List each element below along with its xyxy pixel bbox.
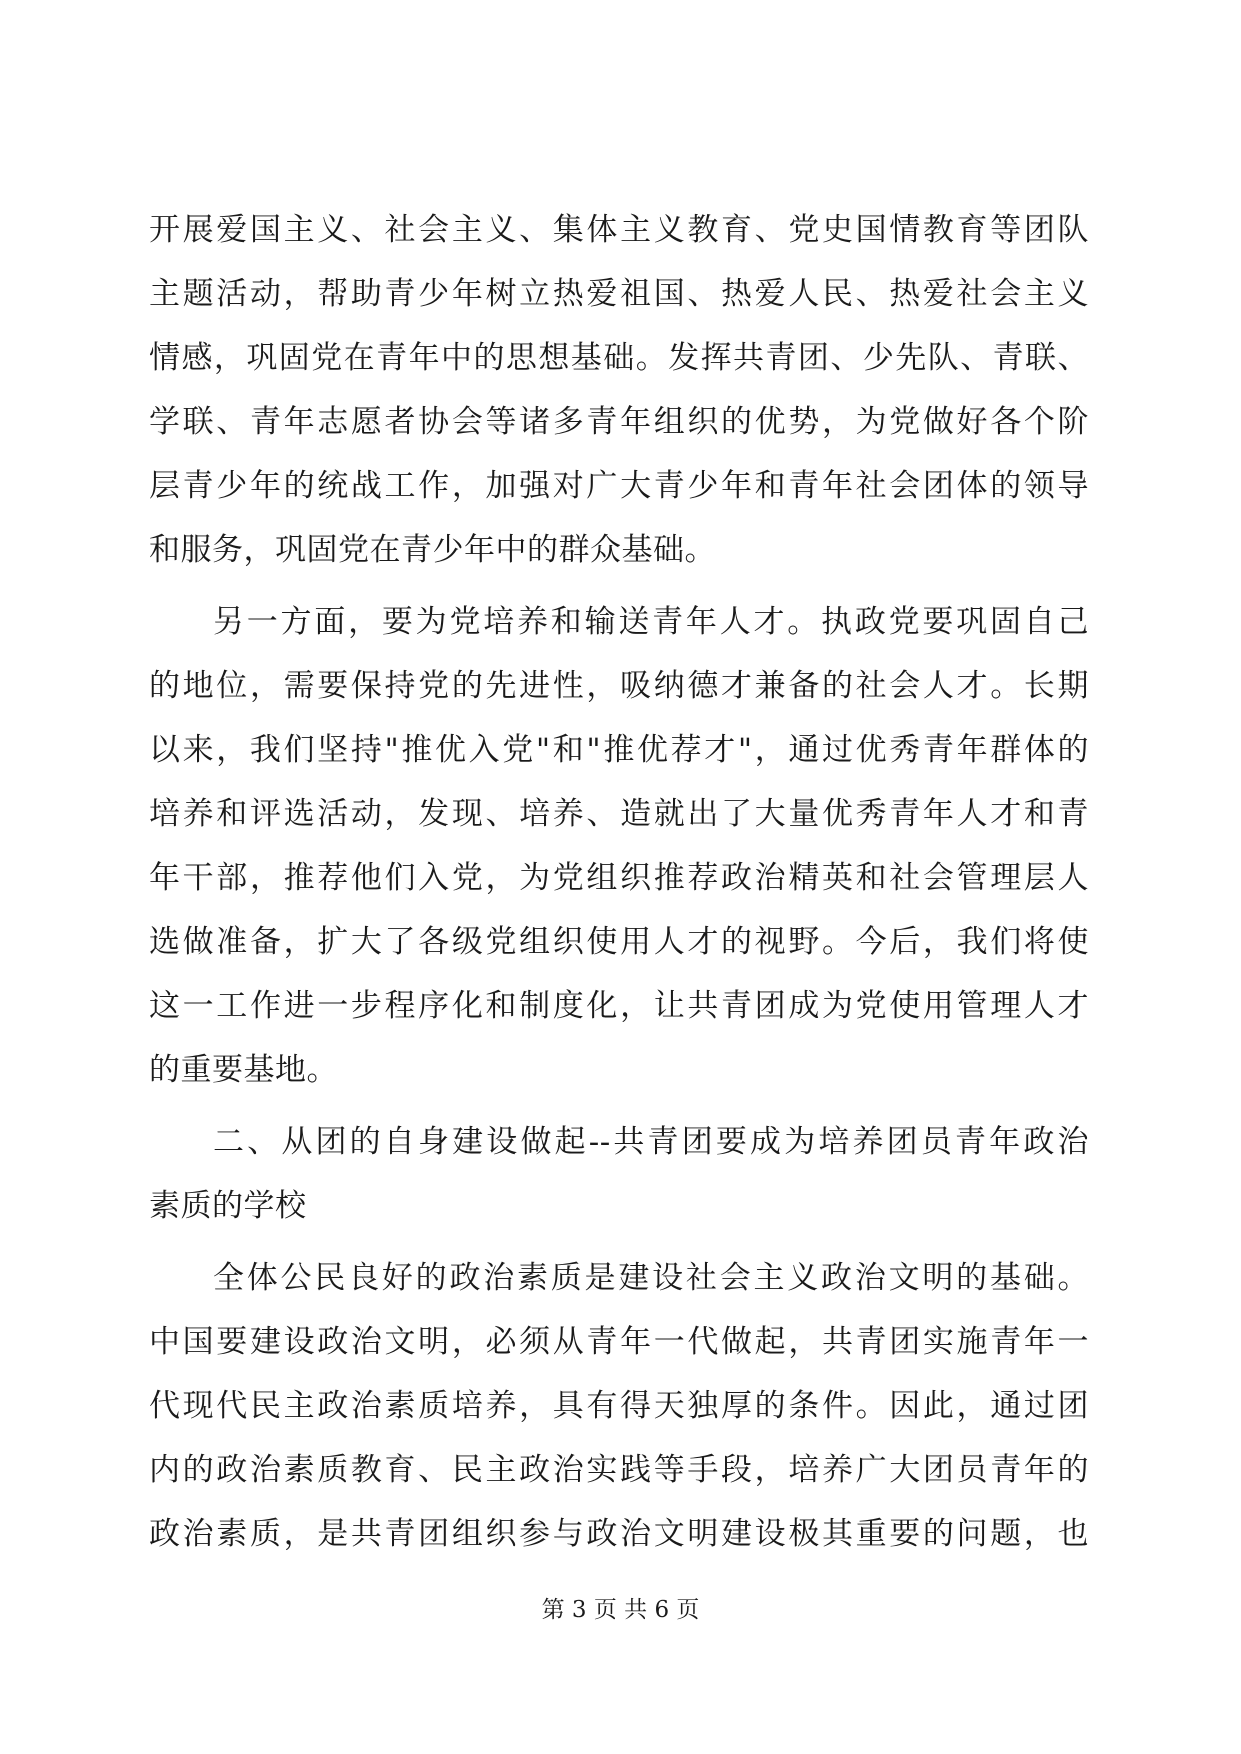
text-line: 和服务，巩固党在青少年中的群众基础。 — [149, 532, 716, 568]
section-heading: 二、从团的自身建设做起--共青团要成为培养团员青年政治 — [213, 1124, 1089, 1160]
text-line: 选做准备，扩大了各级党组织使用人才的视野。今后，我们将使 — [149, 924, 1089, 960]
text-line: 以来，我们坚持"推优入党"和"推优荐才"，通过优秀青年群体的 — [149, 732, 1089, 768]
text-line: 培养和评选活动，发现、培养、造就出了大量优秀青年人才和青 — [149, 796, 1089, 832]
text-line: 的重要基地。 — [149, 1052, 338, 1088]
text-line: 内的政治素质教育、民主政治实践等手段，培养广大团员青年的 — [149, 1452, 1089, 1488]
paragraph-first-line: 全体公民良好的政治素质是建设社会主义政治文明的基础。 — [213, 1260, 1089, 1296]
text-line: 层青少年的统战工作，加强对广大青少年和青年社会团体的领导 — [149, 468, 1089, 504]
text-line: 中国要建设政治文明，必须从青年一代做起，共青团实施青年一 — [149, 1324, 1089, 1360]
text-line: 学联、青年志愿者协会等诸多青年组织的优势，为党做好各个阶 — [149, 404, 1089, 440]
text-line: 情感，巩固党在青年中的思想基础。发挥共青团、少先队、青联、 — [149, 340, 1089, 376]
text-line: 开展爱国主义、社会主义、集体主义教育、党史国情教育等团队 — [149, 212, 1089, 248]
text-line: 的地位，需要保持党的先进性，吸纳德才兼备的社会人才。长期 — [149, 668, 1089, 704]
page-number-footer: 第 3 页 共 6 页 — [541, 1597, 700, 1623]
text-line: 主题活动，帮助青少年树立热爱祖国、热爱人民、热爱社会主义 — [149, 276, 1089, 312]
section-heading-continued: 素质的学校 — [149, 1188, 307, 1224]
text-line: 代现代民主政治素质培养，具有得天独厚的条件。因此，通过团 — [149, 1388, 1089, 1424]
text-line: 政治素质，是共青团组织参与政治文明建设极其重要的问题，也 — [149, 1516, 1089, 1552]
text-line: 这一工作进一步程序化和制度化，让共青团成为党使用管理人才 — [149, 988, 1089, 1024]
paragraph-first-line: 另一方面，要为党培养和输送青年人才。执政党要巩固自己 — [213, 604, 1089, 640]
text-line: 年干部，推荐他们入党，为党组织推荐政治精英和社会管理层人 — [149, 860, 1089, 896]
